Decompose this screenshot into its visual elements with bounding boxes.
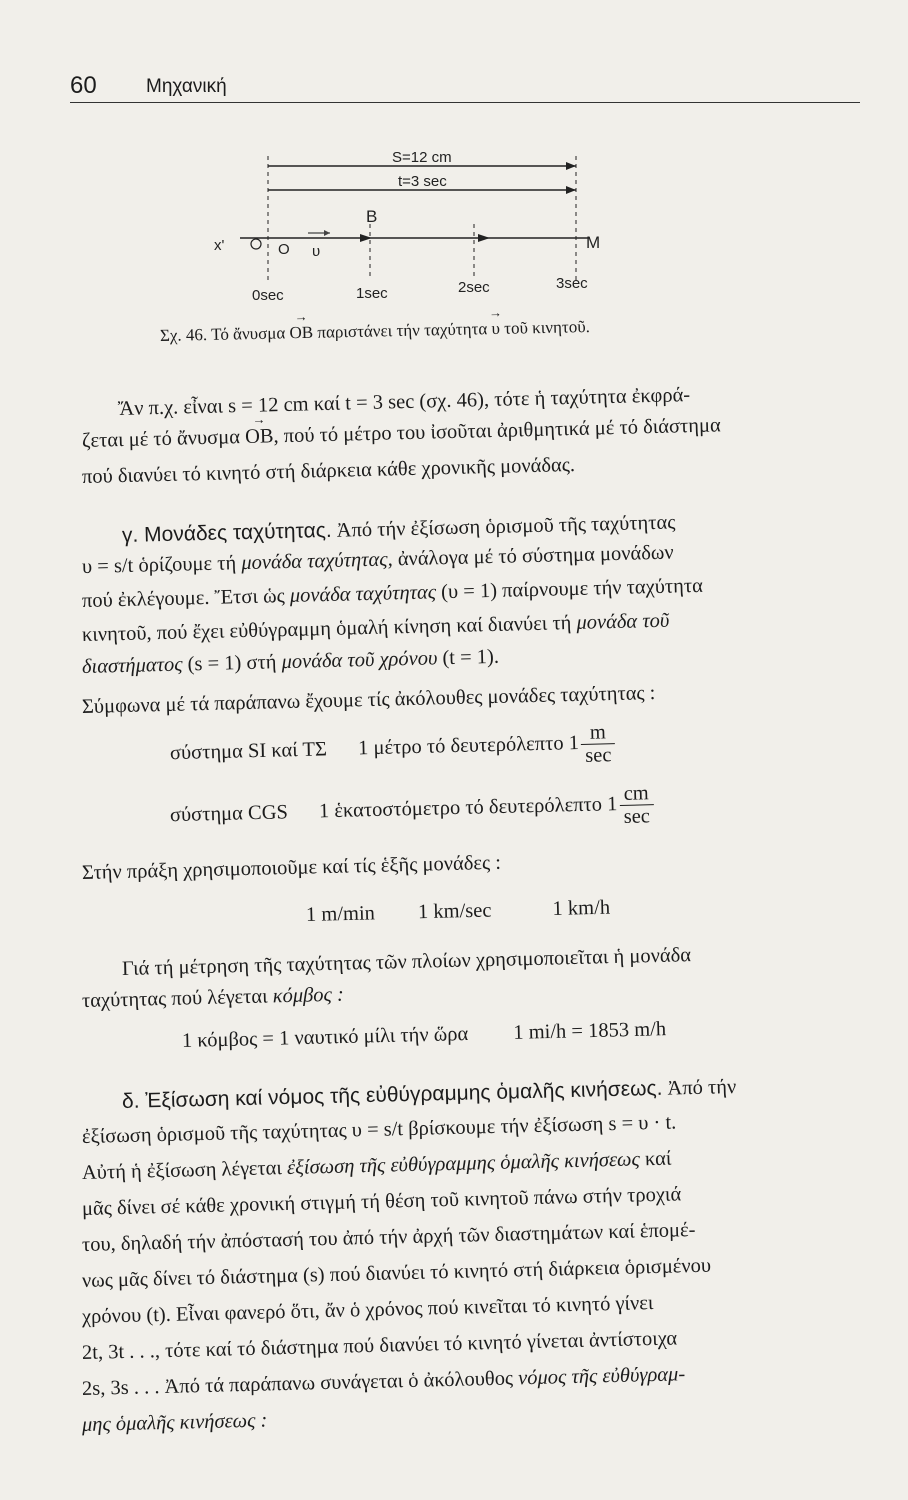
section-d-line1 (122, 1075, 737, 1114)
section-d-line1-text: Ἀπό τήν (667, 1075, 737, 1100)
section-g-line2 (82, 542, 674, 579)
tick-label-0: 0sec (252, 287, 284, 304)
section-g-line1-text: Ἀπό τήν ἐξίσωση ὁρισμοῦ τῆς ταχύτητας (336, 511, 676, 542)
t-label: t=3 sec (398, 173, 447, 190)
para1-vector-ob: → OB (245, 425, 274, 449)
para1-line3: πού διανύει τό κινητό στή διάρκεια κάθε χρονικῆς μονάδας. (81, 453, 576, 488)
para1-line2-a: ζεται μέ τό ἄνυσμα (81, 426, 241, 452)
para1-line1: Ἄν π.χ. εἶναι s = 12 cm καί t = 3 sec (σχ. 46), τότε ἡ ταχύτητα ἐκφρά- (117, 384, 691, 420)
section-d-line3-a: Αὐτή ἡ ἐξίσωση λέγεται (81, 1157, 283, 1184)
section-d-line2: ἐξίσωση ὁρισμοῦ τῆς ταχύτητας υ = s/t βρίσκουμε τήν ἐξίσωση s = υ · t. (81, 1111, 677, 1148)
units-si-fraction (580, 721, 615, 767)
section-g-line5-b: (t = 1). (442, 645, 500, 670)
section-d-line7: χρόνου (t). Εἶναι φανερό ὅτι, ἄν ὁ χρόνος πού κινεῖται τό κινητό γίνει (81, 1292, 654, 1328)
ships-line2-a: ταχύτητας πού λέγεται (81, 985, 268, 1012)
ships-line1: Γιά τή μέτρηση τῆς ταχύτητας τῶν πλοίων χρησιμοποιεῖται ἡ μονάδα (121, 944, 692, 980)
caption-velocity: → υ (491, 319, 500, 339)
t-arrowhead (566, 186, 576, 194)
section-g-line2-italic: μονάδα ταχύτητας, (241, 548, 393, 575)
units-cgs-system: σύστημα CGS (169, 801, 289, 827)
units-si-row (169, 721, 615, 777)
page-number: 60 (70, 72, 97, 99)
ships-line2 (82, 984, 344, 1013)
tick-label-2: 2sec (458, 279, 490, 296)
figure-46 (190, 138, 630, 310)
units-si-numerator: m (580, 721, 615, 745)
section-d-line6: νως μᾶς δίνει τό διάστημα (s) πού διανύει τό κινητό στή διάρκεια ὁρισμένου (81, 1254, 712, 1292)
section-d-line4: μᾶς δίνει σέ κάθε χρονική στιγμή τή θέση τοῦ κινητοῦ πάνω στήν τροχιά (81, 1183, 682, 1220)
units-si-text: 1 μέτρο τό δευτερόλεπτο 1 (357, 732, 580, 760)
section-g-heading: γ. Μονάδες ταχύτητας. (121, 518, 332, 547)
para1-line2 (82, 414, 721, 453)
section-d-line3-b: καί (644, 1147, 672, 1171)
section-d-line10 (82, 1409, 268, 1437)
motion-diagram (190, 138, 630, 310)
section-g-line3-italic: μονάδα ταχύτητας (289, 581, 437, 607)
section-g-line1 (122, 510, 676, 548)
section-g-line3 (82, 575, 703, 613)
figure-caption (160, 317, 590, 346)
units-practice-list (306, 897, 611, 927)
origin-label: O (278, 241, 290, 258)
section-g-line4-a: κινητοῦ, πού ἔχει εὐθύγραμμη ὁμαλή κίνηση καί διανύει τή (81, 612, 572, 646)
section-g-line2-a: υ = s/t ὁρίζουμε τή (81, 552, 237, 578)
velocity-arrow-head (324, 230, 330, 236)
units-cgs-row (169, 782, 654, 839)
tick-label-1: 1sec (356, 285, 388, 302)
units-cgs-fraction (619, 782, 654, 828)
section-g-line5-a: (s = 1) στή (187, 651, 277, 676)
section-d-line10-italic: μης ὁμαλῆς κινήσεως : (81, 1409, 268, 1436)
units-si-system: σύστημα SI καί ΤΣ (169, 738, 328, 765)
running-title: Μηχανική (146, 76, 227, 97)
point-m-label: M (586, 233, 601, 252)
section-g-line5-italic1: διαστήματος (81, 653, 183, 678)
knot-definition: 1 κόμβος = 1 ναυτικό μίλι τήν ὥρα (181, 1023, 469, 1052)
section-d-line3 (82, 1148, 672, 1185)
units-cgs-numerator: cm (619, 782, 654, 806)
section-g-line3-a: πού ἐκλέγουμε. Ἔτσι ὡς (81, 585, 285, 612)
units-cgs-denominator: sec (623, 805, 651, 828)
ships-line2-italic: κόμβος : (272, 983, 345, 1008)
unit-km-h: 1 km/h (552, 896, 611, 920)
unit-m-min: 1 m/min (305, 902, 376, 926)
section-g-line3-b: (υ = 1) παίρνουμε τήν ταχύτητα (440, 574, 704, 604)
caption-vector: → OB (289, 323, 313, 343)
section-d-heading: δ. Ἐξίσωση καί νόμος τῆς εὐθύγραμμης ὁμαλῆς κινήσεως. (121, 1076, 663, 1113)
units-si-denominator: sec (584, 744, 612, 767)
section-d-line5: του, δηλαδή τήν ἀπόστασή του ἀπό τήν ἀρχή τῶν διαστημάτων καί ἑπομέ- (81, 1219, 696, 1256)
ships-line3 (182, 1018, 667, 1053)
section-g-line5-italic2: μονάδα τοῦ χρόνου (281, 647, 438, 674)
s-arrowhead (566, 162, 576, 170)
unit-km-sec: 1 km/sec (417, 899, 492, 924)
para1-line2-b: , πού τό μέτρο του ἰσοῦται ἀριθμητικά μέ τό διάστημα (273, 414, 721, 448)
section-d-line3-italic: ἐξίσωση τῆς εὐθύγραμμης ὁμαλῆς κινήσεως (286, 1148, 641, 1179)
mile-per-hour-definition: 1 mi/h = 1853 m/h (513, 1018, 667, 1044)
section-g-line2-b: ἀνάλογα μέ τό σύστημα μονάδων (397, 541, 674, 571)
tick-label-3: 3sec (556, 275, 588, 292)
section-d-line9-a: 2s, 3s . . . Ἀπό τά παράπανω συνάγεται ὁ ἀκόλουθος (81, 1367, 514, 1400)
section-d-line9 (82, 1363, 686, 1401)
origin-marker (251, 239, 261, 249)
section-d-line9-italic: νόμος τῆς εὐθύγραμ- (517, 1363, 686, 1390)
s-label: S=12 cm (392, 149, 452, 166)
units-cgs-text: 1 ἑκατοστόμετρο τό δευτερόλεπτο 1 (318, 793, 618, 823)
section-g-line5 (82, 646, 500, 679)
section-g-line4 (82, 610, 670, 647)
caption-prefix: Σχ. 46. Τό ἄνυσμα (159, 323, 286, 345)
units-practice: Στήν πράξη χρησιμοποιοῦμε καί τίς ἑξῆς μονάδες : (81, 851, 502, 884)
section-g-line4-italic: μονάδα τοῦ (576, 609, 670, 634)
point-b-label: B (366, 207, 378, 226)
caption-middle: παριστάνει τήν ταχύτητα (317, 319, 488, 342)
section-d-line8: 2t, 3t . . ., τότε καί τό διάστημα πού διανύει τό κινητό γίνεται ἀντίστοιχα (81, 1327, 678, 1364)
caption-suffix: τοῦ κινητοῦ. (503, 316, 591, 338)
page-header (70, 72, 860, 112)
units-intro: Σύμφωνα μέ τά παράπανω ἔχουμε τίς ἀκόλουθες μονάδες ταχύτητας : (81, 681, 656, 718)
x-prime-label: x' (214, 237, 225, 254)
axis-arrow (478, 234, 490, 242)
header-rule (70, 102, 860, 103)
velocity-label: υ (312, 243, 321, 260)
